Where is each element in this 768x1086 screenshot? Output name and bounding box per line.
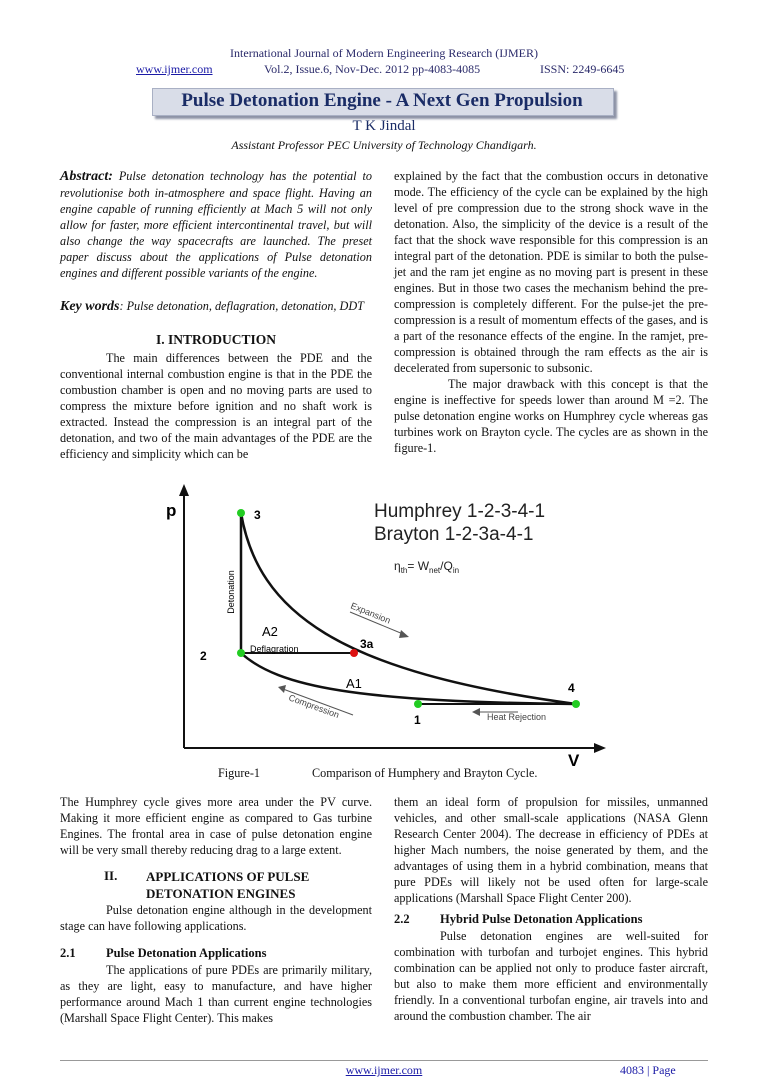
journal-name: International Journal of Modern Engineering Research (IJMER) — [230, 46, 538, 60]
subsection-2-2-number: 2.2 — [394, 912, 410, 926]
journal-volume: Vol.2, Issue.6, Nov-Dec. 2012 pp-4083-4085 — [264, 62, 481, 76]
right-paragraph-2: The major drawback with this concept is that the engine is ineffective for speeds lower than around M =2. The pulse detonation engine works on Humphrey cycle whereas gas turbines work on Brayton cycle. The cycles are as shown in the figure-1. — [394, 377, 708, 455]
right-paragraph-1: explained by the fact that the combustion occurs in detonative mode. The efficiency of the cycle can be explained by the high level of pre compression due to the strong shock wave in the detonation. Also, the simplicity of the device is a result of the fact that the shock wave responsible for this compression is an integral part of the detonation. PDE is similar to both the pulse-jet and the ram jet engine as no moving part is present in these engines. But in those two cases the mechanism behind the pre-compression is completely different. For the pulse-jet the pre-compression is a result of momentum effects of the gases, and is a part of the resonance effects of the engine. In the ramjet, pre-compression is obtained through the ram effects as the air is decelerated from supersonic to subsonic. — [394, 169, 708, 375]
footer-website-link: www.ijmer.com — [345, 1063, 423, 1077]
subsection-2-2-heading: Hybrid Pulse Detonation Applications — [440, 912, 643, 926]
author-affiliation: Assistant Professor PEC University of Technology Chandigarh. — [231, 138, 537, 152]
detonation-label: Detonation — [226, 570, 236, 614]
y-axis-arrow — [179, 484, 189, 496]
introduction-paragraph — [60, 350, 372, 462]
lower-right-paragraph-1: them an ideal form of propulsion for missiles, unmanned vehicles, and other small-scale applications (NASA Glenn Research Center 2004). The decrease in efficiency of PDEs at higher Mach numbers, the noise generated by them, and the advantages of using them in a hybrid combination, means that pure PDEs will likely not be used often for large-scale applications (Marshall Space Flight Center 200). — [394, 795, 708, 905]
subsection-2-1-heading: Pulse Detonation Applications — [106, 946, 267, 960]
x-axis-arrow — [594, 743, 606, 753]
point-3a-label: 3a — [360, 637, 374, 651]
lower-left-paragraph-1: The Humphrey cycle gives more area under the PV curve. Making it more efficient engine as compared to Gas turbine Engines. The frontal area in case of pulse detonation engine will be very small thereby reducing drag to a large extent. — [60, 795, 372, 857]
point-4-label: 4 — [568, 681, 575, 695]
region-a2-label: A2 — [262, 624, 278, 639]
lower-left-paragraph-2: Pulse detonation engine although in the development stage can have following applications. — [60, 903, 372, 933]
introduction-text: The main differences between the PDE and the conventional internal combustion engine is that in the PDE the combustion chamber is open and no moving parts are used to compress the mixture before ignition and no shaft work is extracted. Instead the compression is an integral part of the detonation, and two of the main advantages of the PDE are the efficiency and simplicity which can be — [60, 351, 372, 461]
axis-label-v: V — [568, 751, 580, 770]
region-a1-label: A1 — [346, 676, 362, 691]
journal-issn: ISSN: 2249-6645 — [540, 62, 625, 76]
point-1-label: 1 — [414, 713, 421, 727]
keywords-block — [60, 298, 372, 315]
figure-caption-text: Comparison of Humphery and Brayton Cycle. — [312, 766, 538, 780]
section-2-number: II. — [104, 868, 118, 883]
compression-label: Compression — [287, 692, 341, 721]
abstract-label: Abstract: — [60, 169, 113, 184]
abstract-block — [60, 168, 372, 281]
point-1-dot — [414, 700, 422, 708]
paper-title: Pulse Detonation Engine - A Next Gen Propulsion — [181, 90, 583, 111]
page-number: 4083 | Page — [620, 1063, 676, 1077]
point-3a-dot — [350, 649, 358, 657]
lower-right-paragraph-2: Pulse detonation engines are well-suited for combination with turbofan and turbojet engines. This hybrid combination can be applied not only to produce faster aircraft, but also to make them more efficient and environmentally friendly. In a conventional turbofan engine, air travels into and around the combustion chamber. The air — [394, 929, 708, 1023]
axis-label-p: p — [166, 501, 177, 520]
right-column-top — [394, 168, 708, 456]
compression-arrowhead — [278, 685, 286, 693]
heat-rejection-label: Heat Rejection — [487, 712, 547, 722]
subsection-2-1-number: 2.1 — [60, 946, 76, 960]
keywords-label: Key words — [60, 299, 120, 314]
lower-left-paragraph-3: The applications of pure PDEs are primarily military, as they are light, easy to manufacture, and have higher performance around Mach 1 than current engine technologies (Marshall Space Flight Center). This makes — [60, 963, 372, 1025]
point-2-dot — [237, 649, 245, 657]
heat-rejection-arrowhead — [472, 708, 480, 716]
expansion-label: Expansion — [349, 600, 392, 626]
figure-caption-number: Figure-1 — [218, 766, 260, 780]
journal-website-link[interactable]: www.ijmer.com — [136, 62, 213, 76]
pv-diagram-figure — [166, 482, 610, 770]
expansion-arrowhead — [399, 630, 409, 638]
point-3-dot — [237, 509, 245, 517]
legend-brayton: Brayton 1-2-3a-4-1 — [374, 524, 534, 545]
point-4-dot — [572, 700, 580, 708]
deflagration-label: Deflagration — [250, 644, 299, 654]
efficiency-formula: $\eta_{th}= W_{net}/Q_{in}$ — [394, 559, 460, 575]
point-2-label: 2 — [200, 649, 207, 663]
legend-humphrey: Humphrey 1-2-3-4-1 — [374, 501, 546, 522]
section-heading-introduction: I. INTRODUCTION — [155, 332, 277, 347]
abstract-text: Pulse detonation technology has the potential to revolutionise both in-atmosphere and space flight. Having an engine capable of running efficiently at Mach 5 will not only allow for faster, more efficient intercontinental travel, but will also change the way spacecrafts are launched. The preset paper discuss about the applications of Pulse detonation engines and different possible variants of the engine. — [60, 169, 372, 280]
section-2-heading: APPLICATIONS OF PULSE DETONATION ENGINES — [146, 869, 310, 901]
keywords-text: : Pulse detonation, deflagration, detonation, DDT — [119, 299, 364, 313]
paper-author: T K Jindal — [352, 118, 416, 134]
point-3-label: 3 — [254, 508, 261, 522]
footer-rule — [60, 1060, 708, 1061]
